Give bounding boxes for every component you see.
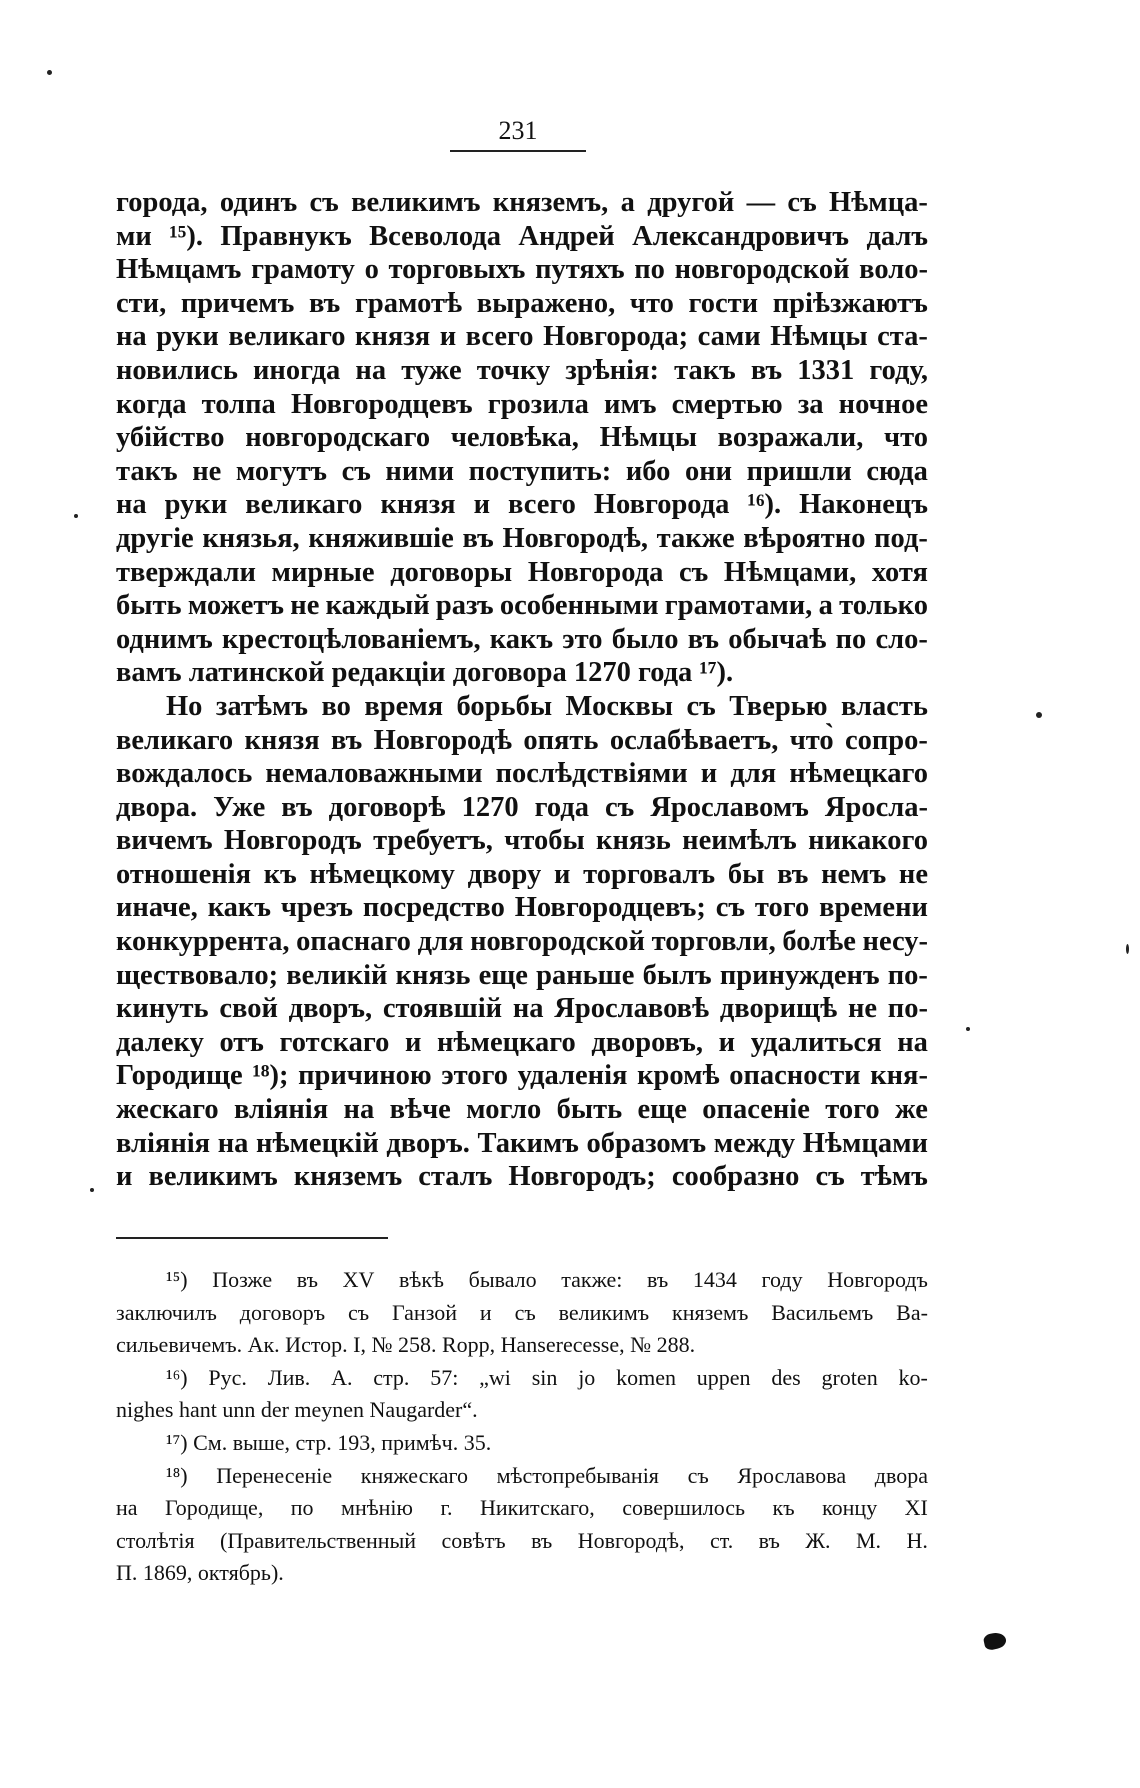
footnote-line: на Городище, по мнѣнію г. Никитскаго, совершилось къ концу XI xyxy=(116,1495,928,1521)
speck xyxy=(47,70,52,75)
page-number: 231 xyxy=(450,116,586,152)
body-text-line: другіе князья, княжившіе въ Новгородѣ, также вѣроятно под- xyxy=(116,522,928,554)
body-text-line: Нѣмцамъ грамоту о торговыхъ путяхъ по новгородской воло- xyxy=(116,254,928,286)
body-text-line: убійство новгородскаго человѣка, Нѣмцы возражали, что xyxy=(116,422,928,454)
body-text-line: города, одинъ съ великимъ княземъ, а другой — съ Нѣмца- xyxy=(116,187,928,218)
body-text-line: тверждали мирные договоры Новгорода съ Нѣмцами, хотя xyxy=(116,556,928,588)
footnote-line: ¹⁸) Перенесеніе княжескаго мѣстопребыванія съ Ярославова двора xyxy=(166,1462,928,1488)
body-text-line: сти, причемъ въ грамотѣ выражено, что гости пріѣзжаютъ xyxy=(116,287,928,319)
speck xyxy=(90,1188,94,1192)
speck xyxy=(966,1027,970,1031)
body-text-line: Городище ¹⁸); причиною этого удаленія кромѣ опасности кня- xyxy=(116,1060,928,1092)
body-text-line: на руки великаго князя и всего Новгорода ¹⁶). Наконецъ xyxy=(116,489,928,521)
body-text-line: ществовало; великій князь еще раньше былъ принужденъ по- xyxy=(116,959,928,991)
speck xyxy=(1126,944,1129,954)
body-text-line: когда толпа Новгородцевъ грозила имъ смертью за ночное xyxy=(116,388,928,420)
body-text-line: ми ¹⁵). Правнукъ Всеволода Андрей Александровичъ далъ xyxy=(116,220,928,252)
body-text-line: на руки великаго князя и всего Новгорода; сами Нѣмцы ста- xyxy=(116,321,928,353)
footnote-separator xyxy=(116,1237,388,1239)
footnote-line: ¹⁵) Позже въ XV вѣкѣ бывало также: въ 1434 году Новгородъ xyxy=(166,1267,928,1292)
body-text-line: вліянія на нѣмецкій дворъ. Такимъ образомъ между Нѣмцами xyxy=(116,1127,928,1159)
body-text-line: быть можетъ не каждый разъ особенными грамотами, а только xyxy=(116,590,928,622)
footnote-line: ¹⁶) Рус. Лив. А. стр. 57: „wi sin jo komen uppen des groten ko- xyxy=(166,1364,928,1390)
body-text-line: вичемъ Новгородъ требуетъ, чтобы князь неимѣлъ никакого xyxy=(116,825,928,857)
body-text-line: жескаго вліянія на вѣче могло быть еще опасеніе того же xyxy=(116,1094,928,1126)
body-text-line: новились иногда на туже точку зрѣнія: такъ въ 1331 году, xyxy=(116,354,928,386)
footnote-line: заключилъ договоръ съ Ганзой и съ великимъ княземъ Васильемъ Ва- xyxy=(116,1299,928,1325)
footnote-line: ¹⁷) См. выше, стр. 193, примѣч. 35. xyxy=(166,1429,492,1455)
body-text-line: вождалось немаловажными послѣдствіями и для нѣмецкаго xyxy=(116,758,928,790)
body-text-line: двора. Уже въ договорѣ 1270 года съ Ярославомъ Яросла- xyxy=(116,791,928,823)
body-text-line: однимъ крестоцѣлованіемъ, какъ это было въ обычаѣ по сло- xyxy=(116,623,928,655)
footnote-line: nighes hant unn der meynen Naugarder“. xyxy=(116,1397,478,1423)
body-text-line: и великимъ княземъ сталъ Новгородъ; сообразно съ тѣмъ xyxy=(116,1161,928,1193)
footnotes xyxy=(116,1264,928,1590)
body-text-line: иначе, какъ чрезъ посредство Новгородцевъ; съ того времени xyxy=(116,892,928,924)
speck xyxy=(74,514,78,518)
body-text-line: далеку отъ готскаго и нѣмецкаго дворовъ, и удалиться на xyxy=(116,1026,928,1058)
body-text-line: великаго князя въ Новгородѣ опять ослабѣваетъ, что̀ сопро- xyxy=(116,724,928,756)
footnote-line: П. 1869, октябрь). xyxy=(116,1560,284,1586)
ink-blot xyxy=(983,1631,1008,1651)
body-text-line: вамъ латинской редакціи договора 1270 года ¹⁷). xyxy=(116,657,734,689)
speck xyxy=(1036,712,1042,718)
body-text-line: такъ не могутъ съ ними поступить: ибо они пришли сюда xyxy=(116,455,928,487)
body-text-line: Но затѣмъ во время борьбы Москвы съ Тверью власть xyxy=(166,690,928,722)
footnote-line: сильевичемъ. Ак. Истор. I, № 258. Ropp, Hanserecesse, № 288. xyxy=(116,1332,696,1358)
body-text-line: отношенія къ нѣмецкому двору и торговалъ бы въ немъ не xyxy=(116,858,928,890)
main-text xyxy=(116,186,928,1194)
body-text-line: конкуррента, опаснаго для новгородской торговли, болѣе несу- xyxy=(116,926,928,958)
footnote-line: столѣтія (Правительственный совѣтъ въ Новгородѣ, ст. въ Ж. М. Н. xyxy=(116,1527,928,1553)
body-text-line: кинуть свой дворъ, стоявшій на Ярославовѣ дворищѣ не по- xyxy=(116,993,928,1025)
